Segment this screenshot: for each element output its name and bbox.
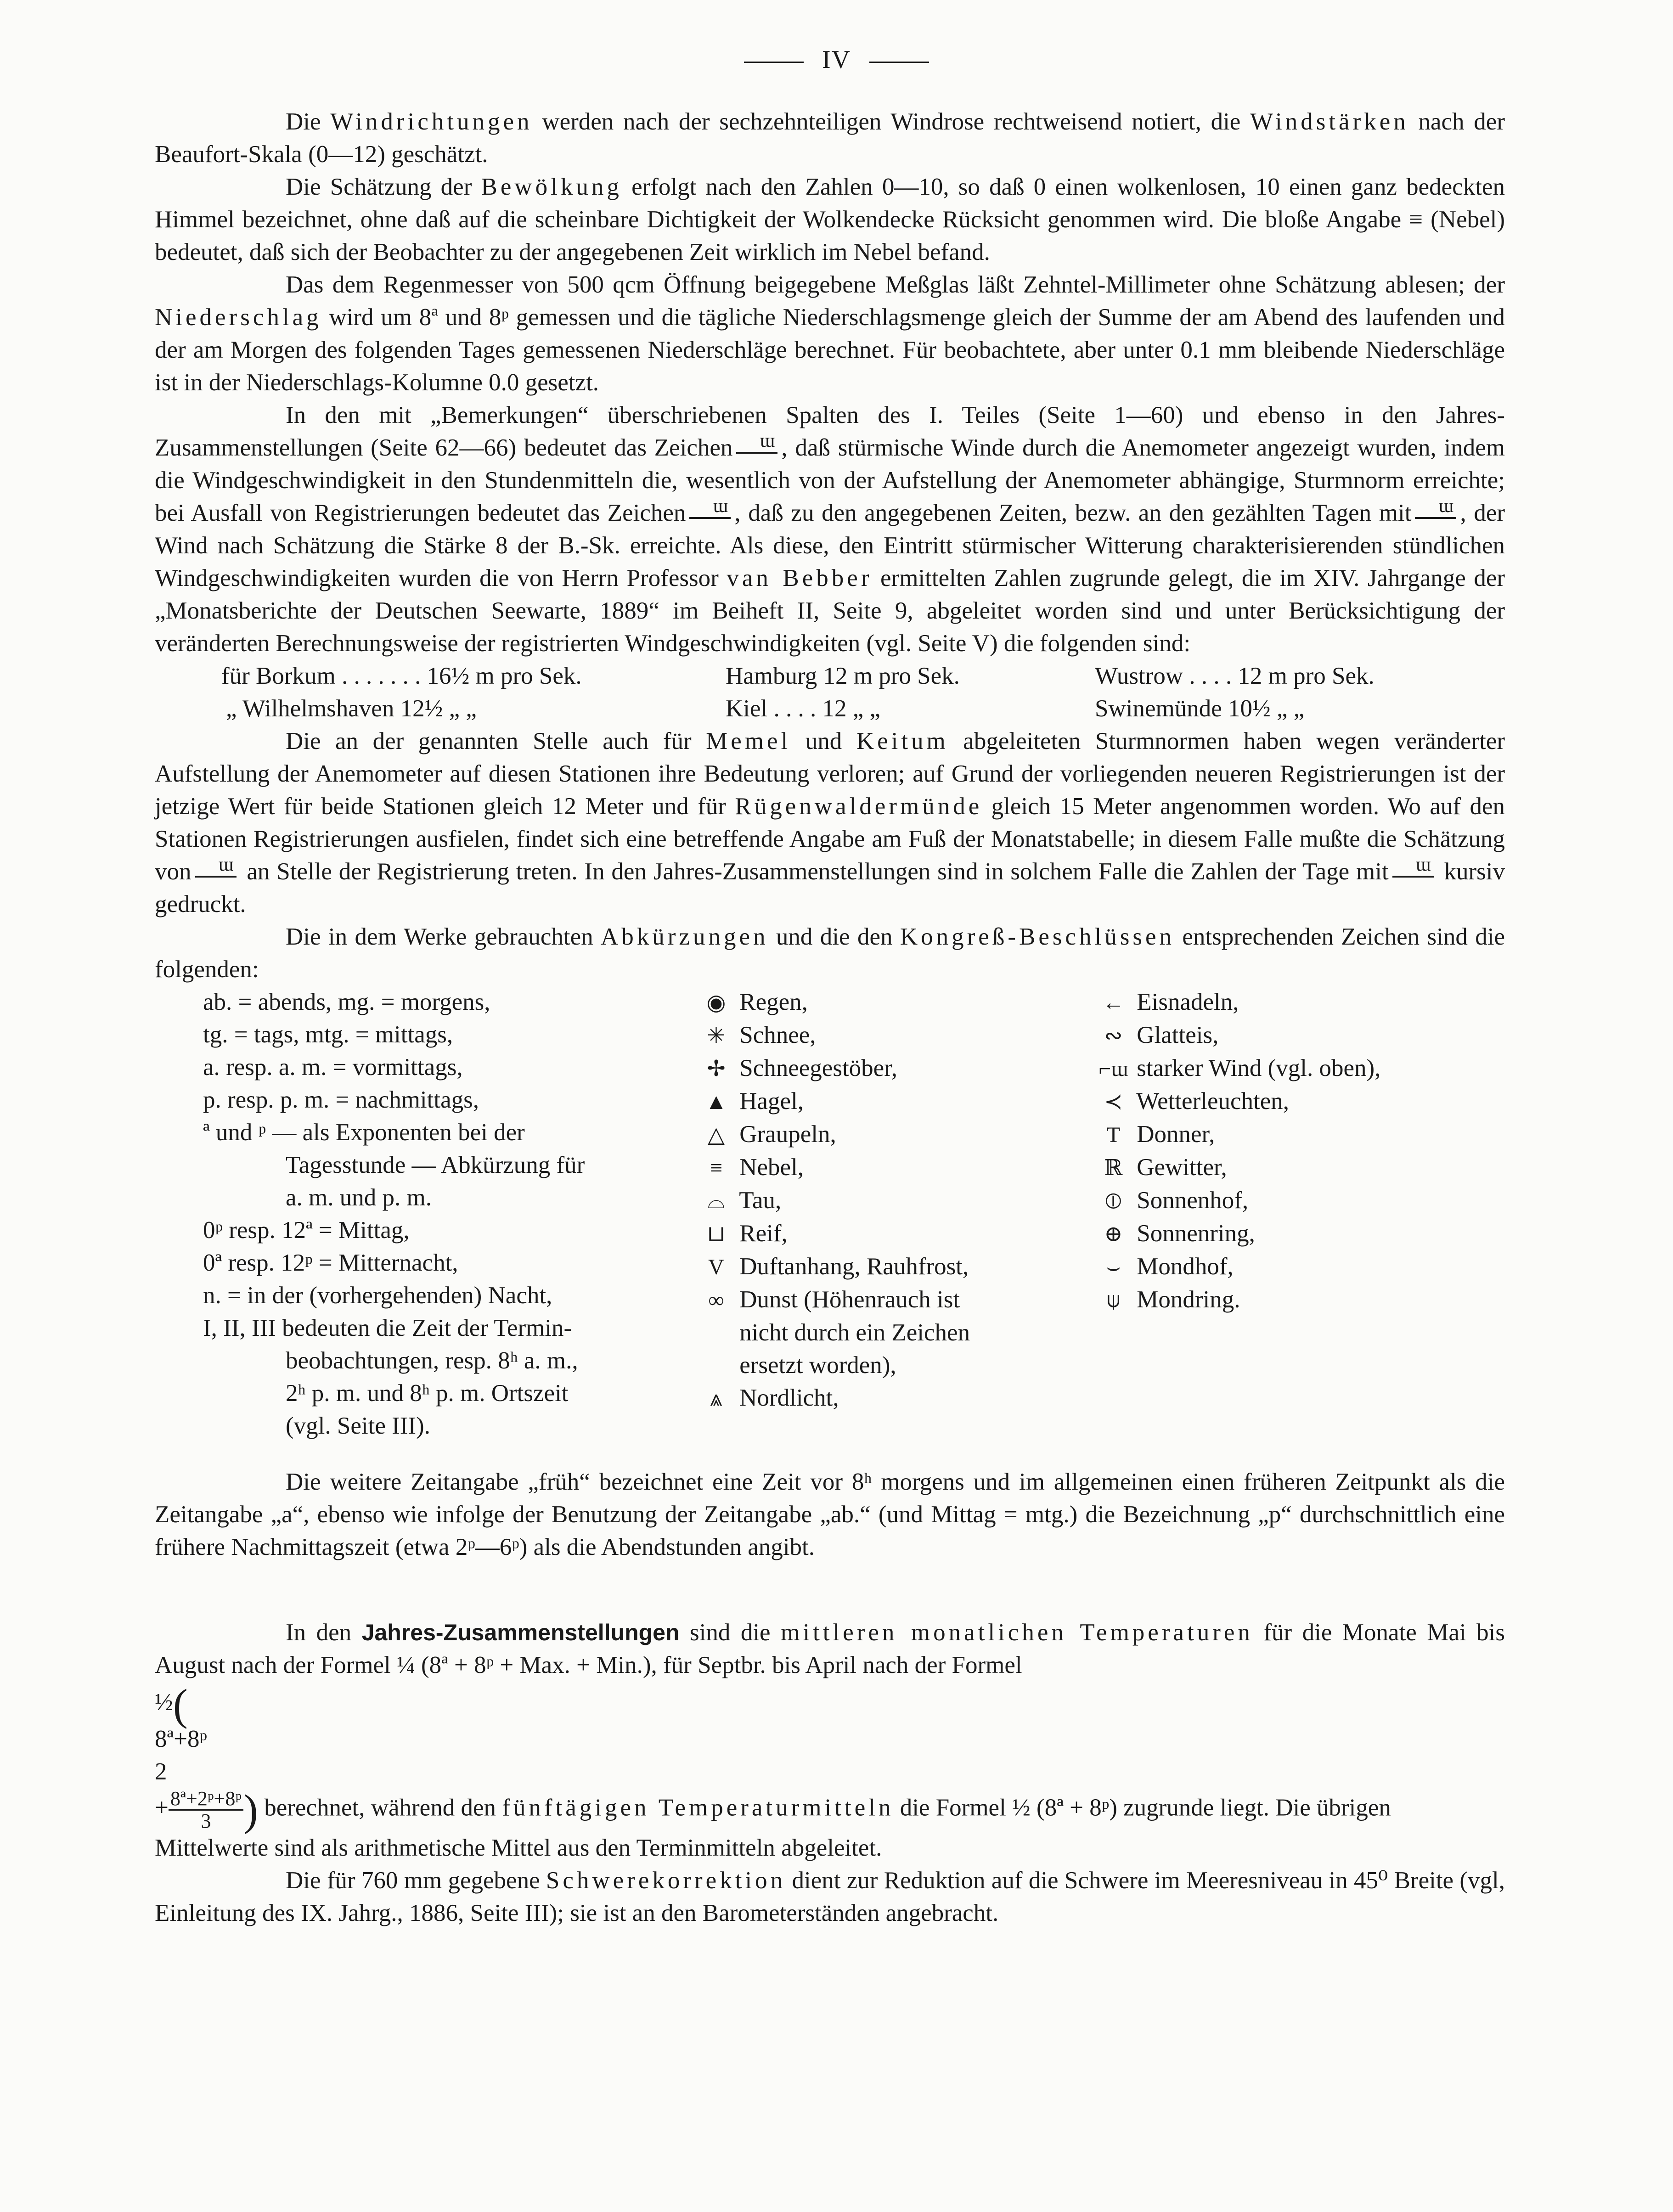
symbol-label: Graupeln, [739,1121,836,1148]
symbol-item [699,986,1112,1019]
abbreviation-item: ab. = abends, mg. = morgens, [203,989,490,1015]
symbol-item [1096,1217,1510,1250]
abbreviation-item: 2ʰ p. m. und 8ʰ p. m. Ortszeit [286,1380,569,1407]
station-kiel: Kiel . . . . 12 „ „ [726,695,881,722]
station-wustrow: Wustrow . . . . 12 m pro Sek. [1095,663,1374,689]
weather-symbol-icon: ≺ [1104,1090,1123,1114]
abbreviation-item: ª und ᵖ — als Exponenten bei der [203,1119,525,1146]
weather-symbol-icon: ⩓ [710,1386,723,1411]
symbol-item [699,1052,1112,1085]
weather-symbol-icon: ⊔ [707,1222,726,1246]
paragraph-cloud: Die Schätzung der Bewölkung erfolgt nach den Zahlen 0—10, so daß 0 einen wolkenlosen, 10 einen ganz bedeckten Himmel bezeichnet, ohne daß auf die scheinbare Dichtigkeit der Wolkendecke Rücksicht genommen wird. Die bloße Angabe ≡ (Nebel) bedeutet, daß sich der Beobachter zu der angegebenen Zeit wirklich im Nebel befand. [155,174,1505,265]
paragraph-gravity: Die für 760 mm gegebene Schwerekorrektion dient zur Reduktion auf die Schwere im Meeresniveau in 45⁰ Breite (vgl, Einleitung des IX. Jahrg., 1886, Seite III); sie ist an den Barometerständen angebracht. [155,1867,1505,1926]
symbol-label: Nebel, [739,1154,804,1181]
symbol-item [1096,1250,1510,1283]
abbreviation-item: beobachtungen, resp. 8ʰ a. m., [286,1347,578,1374]
station-swinemuende: Swinemünde 10½ „ „ [1095,695,1305,722]
weather-symbol-icon: ✢ [707,1057,726,1081]
abbreviation-item: p. resp. p. m. = nachmittags, [203,1086,479,1113]
abbreviation-item: 0ᵖ resp. 12ª = Mittag, [203,1217,410,1244]
weather-symbol-icon: ⦶ [1105,1189,1121,1213]
symbol-item [699,1184,1112,1217]
weather-symbol-icon: ▲ [705,1090,727,1114]
storm-norm-table [155,660,1505,725]
symbol-label: Gewitter, [1137,1154,1227,1181]
weather-symbol-icon: ⌓ [707,1189,725,1213]
symbol-label: Eisnadeln, [1137,989,1239,1015]
symbol-label: nicht durch ein Zeichen [739,1319,970,1346]
weather-symbols-list [699,986,1112,1415]
symbol-label: Schnee, [739,1022,816,1048]
formula-fraction-2: $\frac{\text{8ª+2ᵖ+8ᵖ}}{3}$ [169,1788,243,1832]
strong-wind-symbol [736,438,777,454]
symbol-item [1096,1184,1510,1217]
symbol-label: Glatteis, [1137,1022,1219,1048]
weather-symbol-icon: V [708,1255,724,1279]
symbol-label: Schneegestöber, [739,1055,897,1081]
strong-wind-symbol [1392,862,1434,878]
header-rule-right [869,62,929,63]
symbol-label: ersetzt worden), [739,1352,896,1379]
symbol-label: Wetterleuchten, [1136,1088,1289,1114]
page-header [0,44,1673,76]
abbreviation-item: a. resp. a. m. = vormittags, [203,1054,463,1081]
weather-symbol-icon: ∾ [1104,1024,1123,1048]
symbol-item [699,1382,1112,1415]
paragraph-annual-formula: ½( [155,1680,188,1729]
weather-symbol-icon: ≡ [710,1156,723,1180]
weather-symbol-icon: ⌐ɯ [1098,1057,1128,1081]
strong-wind-symbol [689,503,731,519]
symbol-label: Regen, [739,989,808,1015]
weather-symbols-list-2 [1096,986,1510,1317]
station-hamburg: Hamburg 12 m pro Sek. [726,663,960,689]
abbreviation-item: I, II, III bedeuten die Zeit der Termin- [203,1315,572,1341]
weather-symbol-icon: T [1106,1123,1121,1147]
paragraph-time-notes: Die weitere Zeitangabe „früh“ bezeichnet eine Zeit vor 8ʰ morgens und im allgemeinen einen früheren Zeitpunkt als die Zeitangabe „a“, ebenso wie infolge der Benutzung der Zeitangabe „ab.“ (und Mittag = mtg.) die Bezeichnung „p“ durchschnittlich eine frühere Nachmittagszeit (etwa 2ᵖ—6ᵖ) als die Abendstunden angibt. [155,1469,1505,1560]
symbol-item [1096,1118,1510,1151]
symbol-item [699,1151,1112,1184]
weather-symbol-icon: ⌣ [1106,1255,1121,1279]
symbol-item [1096,1283,1510,1317]
symbol-item [1096,1085,1510,1118]
symbol-label: Sonnenring, [1137,1220,1255,1247]
symbol-label: Duftanhang, Rauhfrost, [739,1253,969,1280]
abbreviation-legend [155,986,1505,1466]
symbol-item [1096,986,1510,1019]
symbol-item [1096,1052,1510,1085]
header-rule-left [744,62,804,63]
weather-symbol-icon: ⍦ [1107,1288,1120,1312]
abbreviation-item: n. = in der (vorhergehenden) Nacht, [203,1282,552,1309]
symbol-item [1096,1151,1510,1184]
abbreviation-item: Tagesstunde — Abkürzung für [286,1152,585,1178]
weather-symbol-icon: △ [708,1123,725,1147]
symbol-label: Reif, [739,1220,788,1247]
weather-symbol-icon: ✳ [707,1024,726,1048]
station-wilhelmshaven: „ Wilhelmshaven 12½ „ „ [226,695,477,722]
paragraph-wind: Die Windrichtungen werden nach der sechzehnteiligen Windrose rechtweisend notiert, die Windstärken nach der Beaufort-Skala (0—12) geschätzt. [155,108,1505,168]
page-number: IV [822,45,851,74]
symbol-label: Mondring. [1137,1286,1240,1313]
symbol-label: Tau, [739,1187,782,1214]
symbol-label: Nordlicht, [739,1385,839,1411]
abbreviation-item: a. m. und p. m. [286,1184,432,1211]
symbol-item [699,1317,1112,1349]
symbol-item [699,1217,1112,1250]
symbol-item [699,1118,1112,1151]
weather-symbol-icon: ℝ [1104,1156,1123,1180]
strong-wind-symbol [1415,503,1456,519]
station-borkum: für Borkum . . . . . . . 16½ m pro Sek. [221,663,582,689]
symbol-item [1096,1019,1510,1052]
paragraph-remarks: In den mit „Bemerkungen“ überschriebenen Spalten des I. Teiles (Seite 1—60) und ebenso in den Jahres-Zusammenstellungen (Seite 62—66) bedeutet das Zeichenɯ , daß stürmische Winde durch die Anemometer angezeigt wurden, indem die Windgeschwindigkeit in den Stundenmitteln die, wesentlich von der Aufstellung der Anemometer abhängige, Sturmnorm erreichte; bei Ausfall von Registrierungen bedeutet das Zeichenɯ , daß zu den angegebenen Zeiten, bezw. an den gezählten Tagen mitɯ , der Wind nach Schätzung die Stärke 8 der B.-Sk. erreichte. Als diese, den Eintritt stürmischer Witterung charakterisierenden stündlichen Windgeschwindigkeiten wurden die von Herrn Professor van Bebber ermittelten Zahlen zugrunde gelegt, die im XIV. Jahrgange der „Monatsberichte der Deutschen Seewarte, 1889“ im Beiheft II, Seite 9, abgeleitet worden sind und unter Berücksichtigung der veränderten Berechnungsweise der registrierten Windgeschwindigkeiten (vgl. Seite V) die folgenden sind: [155,399,1505,660]
paragraph-storm-norms: Die an der genannten Stelle auch für Memel und Keitum abgeleiteten Sturmnormen haben wegen veränderter Aufstellung der Anemometer auf diesen Stationen ihre Bedeutung verloren; auf Grund der vorliegenden neueren Registrierungen ist der jetzige Wert für beide Stationen gleich 12 Meter und für Rügenwaldermünde gleich 15 Meter angenommen worden. Wo auf den Stationen Registrierungen ausfielen, findet sich eine betreffende Angabe am Fuß der Monatstabelle; in diesem Falle mußte die Schätzung vonɯ an Stelle der Registrierung treten. In den Jahres-Zusammenstellungen sind in solchem Falle die Zahlen der Tage mitɯ kursiv gedruckt. [155,725,1505,921]
weather-symbol-icon: ◉ [706,991,726,1015]
symbol-label: Donner, [1137,1121,1215,1148]
symbol-label: starker Wind (vgl. oben), [1137,1055,1381,1081]
symbol-label: Dunst (Höhenrauch ist [739,1286,960,1313]
paragraph-abbreviations: Die in dem Werke gebrauchten Abkürzungen und die den Kongreß-Beschlüssen entsprechenden Zeichen sind die folgenden: [155,923,1505,983]
weather-symbol-icon: ∞ [708,1288,724,1312]
abbreviation-item: 0ª resp. 12ᵖ = Mitternacht, [203,1250,458,1276]
symbol-label: Hagel, [739,1088,804,1114]
strong-wind-symbol [195,862,237,878]
symbol-item [699,1019,1112,1052]
symbol-item [699,1283,1112,1317]
formula-half: ½ [155,1689,173,1716]
main-text: Die Windrichtungen werden nach der sechzehnteiligen Windrose rechtweisend notiert, die Windstärken nach der Beaufort-Skala (0—12) geschätzt. Die Schätzung der Bewölkung erfolgt nach den Zahlen 0—10, so daß 0 einen wolkenlosen, 10 einen ganz bedeckten Himmel bezeichnet, ohne daß auf die scheinbare Dichtigkeit der Wolkendecke Rücksicht genommen wird. Die bloße Angabe ≡ (Nebel) bedeutet, daß sich der Beobachter zu der angegebenen Zeit wirklich im Nebel befand. Das dem Regenmesser von 500 qcm Öffnung beigegebene Meßglas läßt Zehntel-Millimeter ohne Schätzung ablesen; der Niederschlag wird um 8ª und 8ᵖ gemessen und die tägliche Niederschlagsmenge gleich der Summe der am Abend des laufenden und der am Morgen des folgenden Tages gemessenen Niederschläge berechnet. Für beobachtete, aber unter 0.1 mm bleibende Niederschläge ist in der Niederschlags-Kolumne 0.0 gesetzt. In den mit „Bemerkungen“ überschriebenen Spalten des I. Teiles (Seite 1—60) und ebenso in den Jahres-Zusammenstellungen (Seite 62—66) bedeutet das Zeichenɯ , daß stürmische Winde durch die Anemometer angezeigt wurden, indem die Windgeschwindigkeit in den Stundenmitteln die, wesentlich von der Aufstellung der Anemometer abhängige, Sturmnorm erreichte; bei Ausfall von Registrierungen bedeutet das Zeichenɯ , daß zu den angegebenen Zeiten, bezw. an den gezählten Tagen mitɯ , der Wind nach Schätzung die Stärke 8 der B.-Sk. erreichte. Als diese, den Eintritt stürmischer Witterung charakterisierenden stündlichen Windgeschwindigkeiten wurden die von Herrn Professor van Bebber ermittelten Zahlen zugrunde gelegt, die im XIV. Jahrgange der „Monatsberichte der Deutschen Seewarte, 1889“ im Beiheft II, Seite 9, abgeleitet worden sind und unter Berücksichtigung der veränderten Berechnungsweise der registrierten Windgeschwindigkeiten (vgl. Seite V) die folgenden sind: für Borkum . . . . . . . 16½ m pro Sek. Hamburg 12 m pro Sek. Wustrow . . . . 12 m pro Sek. „ Wilhelmshaven 12½ „ „ Kiel . . . . 12 „ „ Swinemünde 10½ „ „ Die an der genannten Stelle auch für Memel und Keitum abgeleiteten Sturmnormen haben wegen veränderter Aufstellung der Anemometer auf diesen Stationen ihre Bedeutung verloren; auf Grund der vorliegenden neueren Registrierungen ist der jetzige Wert für beide Stationen gleich 12 Meter und für Rügenwaldermünde gleich 15 Meter angenommen worden. Wo auf den Stationen Registrierungen ausfielen, findet sich eine betreffende Angabe am Fuß der Monatstabelle; in diesem Falle mußte die Schätzung vonɯ an Stelle der Registrierung treten. In den Jahres-Zusammenstellungen sind in solchem Falle die Zahlen der Tage mitɯ kursiv gedruckt. Die in dem Werke gebrauchten Abkürzungen und die den Kongreß-Beschlüssen entsprechenden Zeichen sind die folgenden: ab. = abends, mg. = morgens, tg. = tags, mtg. = mittags, a. resp. a. m. = vormittags, p. resp. p. m. = nachmittags, ª und ᵖ — als Exponenten bei der Tagesstunde — Abkürzung für a. m. und p. m. 0ᵖ resp. 12ª = Mittag, 0ª resp. 12ᵖ = Mitternacht, n. = in der (vorhergehenden) Nacht, I, II, III bedeuten die Zeit der Termin- beobachtungen, resp. 8ʰ a. m., 2ʰ p. m. und 8ʰ p. m. Ortszeit (vgl. Seite III). ◉ Regen, ✳ Schnee, ✢ Schneegestöber, ▲ Hagel, △ Graupeln, ≡ Nebel, ⌓ Tau, ⊔ Reif, V Duftanhang, Rauhfrost, ∞ Dunst (Höhenrauch ist nicht durch ein Zeichen ersetzt worden), ⩓ Nordlicht, ← Eisnadeln, ∾ Glatteis, ⌐ɯ starker Wind (vgl. oben), ≺ Wetterleuchten, T Donner, ℝ Gewitter, ⦶ Sonnenhof, ⊕ Sonnenring, ⌣ Mondhof, ⍦ Mondring. Die weitere Zeitangabe „früh“ bezeichnet eine Zeit vor 8ʰ morgens und im allgemeinen einen früheren Zeitpunkt als die Zeitangabe „a“, ebenso wie infolge der Benutzung der Zeitangabe „ab.“ (und Mittag = mtg.) die Bezeichnung „p“ durchschnittlich eine frühere Nachmittagszeit (etwa 2ᵖ—6ᵖ) als die Abendstunden angibt. In den Jahres-Zusammenstellungen sind die mittleren monatlichen Temperaturen für die Monate Mai bis August nach der Formel ¼ (8ª + 8ᵖ + Max. + Min.), für Septbr. bis April nach der Formel ½( 8ª+8ᵖ 2 + $\frac{\text{8ª+2ᵖ+8ᵖ}}{3}$ ) berechnet, während den fünftägigen Temperaturmitteln die Formel ½ (8ª + 8ᵖ) zugrunde liegt. Die übrigen Mittelwerte sind als arithmetische Mittel aus den Terminmitteln abgeleitet. Die für 760 mm gegebene Schwerekorrektion dient zur Reduktion auf die Schwere im Meeresniveau in 45⁰ Breite (vgl, Einleitung des IX. Jahrg., 1886, Seite III); sie ist an den Barometerständen angebracht. [155,106,1505,1930]
abbreviation-item: tg. = tags, mtg. = mittags, [203,1021,453,1048]
symbol-label: Mondhof, [1137,1253,1234,1280]
abbreviation-item: (vgl. Seite III). [286,1413,430,1439]
symbol-item [699,1349,1112,1382]
symbol-item [699,1250,1112,1283]
paragraph-annual: In den Jahres-Zusammenstellungen sind die mittleren monatlichen Temperaturen für die Monate Mai bis August nach der Formel ¼ (8ª + 8ᵖ + Max. + Min.), für Septbr. bis April nach der Formel [155,1619,1505,1678]
paragraph-precipitation: Das dem Regenmesser von 500 qcm Öffnung beigegebene Meßglas läßt Zehntel-Millimeter ohne Schätzung ablesen; der Niederschlag wird um 8ª und 8ᵖ gemessen und die tägliche Niederschlagsmenge gleich der Summe der am Abend des laufenden und der am Morgen des folgenden Tages gemessenen Niederschläge berechnet. Für beobachtete, aber unter 0.1 mm bleibende Niederschläge ist in der Niederschlags-Kolumne 0.0 gesetzt. [155,271,1505,396]
symbol-item [699,1085,1112,1118]
weather-symbol-icon: ⊕ [1104,1222,1123,1246]
weather-symbol-icon: ← [1102,991,1125,1015]
symbol-label: Sonnenhof, [1137,1187,1249,1214]
